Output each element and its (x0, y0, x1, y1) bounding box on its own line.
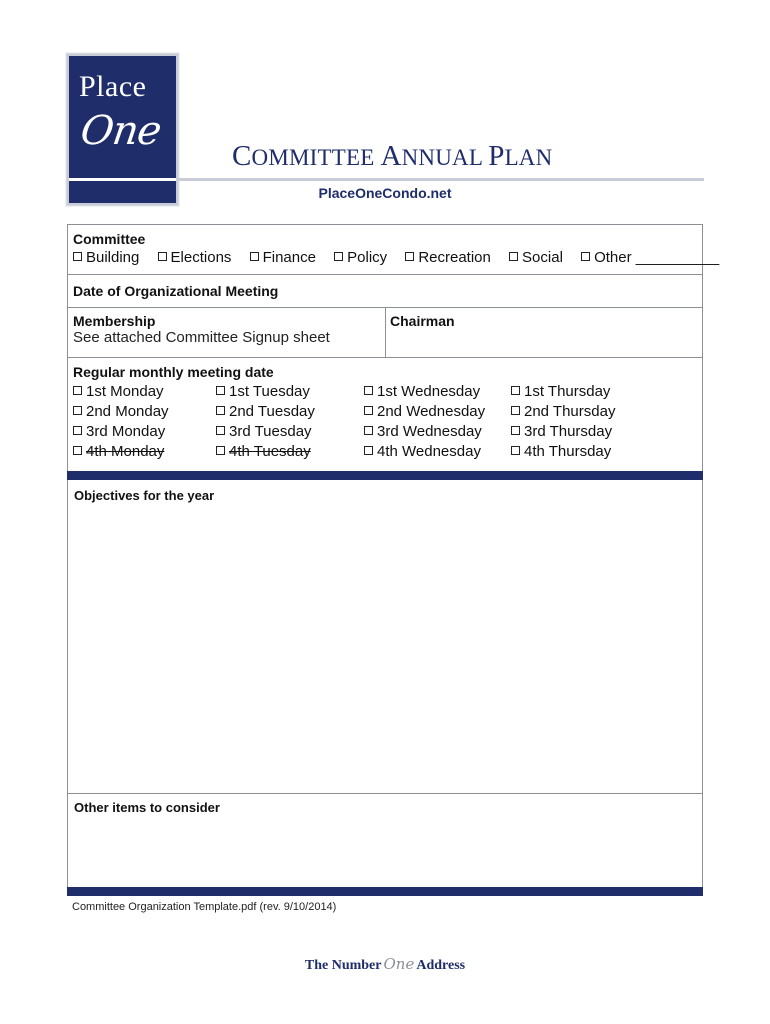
other-items-label: Other items to consider (74, 800, 220, 815)
monthly-meeting-label: Regular monthly meeting date (73, 364, 274, 380)
tuesday-column (216, 382, 315, 462)
option-1st-thursday[interactable]: 1st Thursday (511, 382, 615, 402)
option-3rd-monday[interactable]: 3rd Monday (73, 422, 169, 442)
committee-row (68, 225, 720, 275)
option-building[interactable]: Building (73, 249, 139, 266)
checkbox-icon[interactable] (73, 446, 82, 455)
membership-row (68, 308, 702, 358)
chairman-cell[interactable] (386, 308, 702, 357)
option-other[interactable]: Other __________ (581, 249, 719, 266)
option-4th-tuesday[interactable]: 4th Tuesday (216, 442, 315, 462)
org-meeting-date-label: Date of Organizational Meeting (73, 283, 279, 299)
org-meeting-date-row[interactable] (68, 275, 702, 308)
membership-cell[interactable] (68, 308, 386, 357)
checkbox-icon[interactable] (511, 386, 520, 395)
option-social[interactable]: Social (509, 249, 563, 266)
checkbox-icon[interactable] (216, 406, 225, 415)
option-2nd-thursday[interactable]: 2nd Thursday (511, 402, 615, 422)
checkbox-icon[interactable] (334, 252, 343, 261)
committee-options (73, 249, 720, 266)
option-2nd-tuesday[interactable]: 2nd Tuesday (216, 402, 315, 422)
option-1st-monday[interactable]: 1st Monday (73, 382, 169, 402)
checkbox-icon[interactable] (509, 252, 518, 261)
option-1st-wednesday[interactable]: 1st Wednesday (364, 382, 485, 402)
tagline-one-script: One (383, 955, 415, 973)
option-2nd-monday[interactable]: 2nd Monday (73, 402, 169, 422)
membership-text: See attached Committee Signup sheet (73, 329, 330, 346)
checkbox-icon[interactable] (581, 252, 590, 261)
other-items-section[interactable] (68, 794, 702, 887)
site-url[interactable]: PlaceOneCondo.net (318, 185, 452, 201)
title-rule (178, 178, 704, 181)
section-divider-band (67, 471, 703, 480)
checkbox-icon[interactable] (73, 406, 82, 415)
option-4th-thursday[interactable]: 4th Thursday (511, 442, 615, 462)
committee-form (67, 224, 720, 896)
committee-label: Committee (73, 231, 146, 247)
objectives-section[interactable] (68, 480, 702, 794)
option-4th-wednesday[interactable]: 4th Wednesday (364, 442, 485, 462)
bottom-divider-band (67, 887, 703, 896)
checkbox-icon[interactable] (511, 406, 520, 415)
template-revision-note: Committee Organization Template.pdf (rev. 9/10/2014) (72, 901, 337, 913)
monthly-meeting-row (68, 358, 702, 474)
chairman-label: Chairman (390, 313, 455, 329)
logo-place-text: Place (79, 70, 147, 103)
checkbox-icon[interactable] (216, 386, 225, 395)
checkbox-icon[interactable] (364, 406, 373, 415)
checkbox-icon[interactable] (511, 426, 520, 435)
option-3rd-tuesday[interactable]: 3rd Tuesday (216, 422, 315, 442)
checkbox-icon[interactable] (158, 252, 167, 261)
option-1st-tuesday[interactable]: 1st Tuesday (216, 382, 315, 402)
option-4th-monday[interactable]: 4th Monday (73, 442, 169, 462)
checkbox-icon[interactable] (216, 446, 225, 455)
tagline: The Number One Address (304, 955, 466, 973)
checkbox-icon[interactable] (364, 386, 373, 395)
option-2nd-wednesday[interactable]: 2nd Wednesday (364, 402, 485, 422)
option-finance[interactable]: Finance (250, 249, 316, 266)
checkbox-icon[interactable] (73, 426, 82, 435)
checkbox-icon[interactable] (511, 446, 520, 455)
logo-one-script: One (77, 108, 164, 154)
checkbox-icon[interactable] (405, 252, 414, 261)
option-3rd-wednesday[interactable]: 3rd Wednesday (364, 422, 485, 442)
monday-column (73, 382, 169, 462)
checkbox-icon[interactable] (73, 386, 82, 395)
thursday-column (511, 382, 615, 462)
option-elections[interactable]: Elections (158, 249, 232, 266)
page-title: COMMITTEE ANNUAL PLAN (232, 140, 553, 172)
option-recreation[interactable]: Recreation (405, 249, 491, 266)
checkbox-icon[interactable] (216, 426, 225, 435)
place-one-logo (67, 54, 178, 205)
checkbox-icon[interactable] (250, 252, 259, 261)
option-3rd-thursday[interactable]: 3rd Thursday (511, 422, 615, 442)
option-policy[interactable]: Policy (334, 249, 387, 266)
objectives-label: Objectives for the year (74, 488, 215, 503)
checkbox-icon[interactable] (364, 426, 373, 435)
membership-label: Membership (73, 313, 156, 329)
wednesday-column (364, 382, 485, 462)
checkbox-icon[interactable] (364, 446, 373, 455)
checkbox-icon[interactable] (73, 252, 82, 261)
